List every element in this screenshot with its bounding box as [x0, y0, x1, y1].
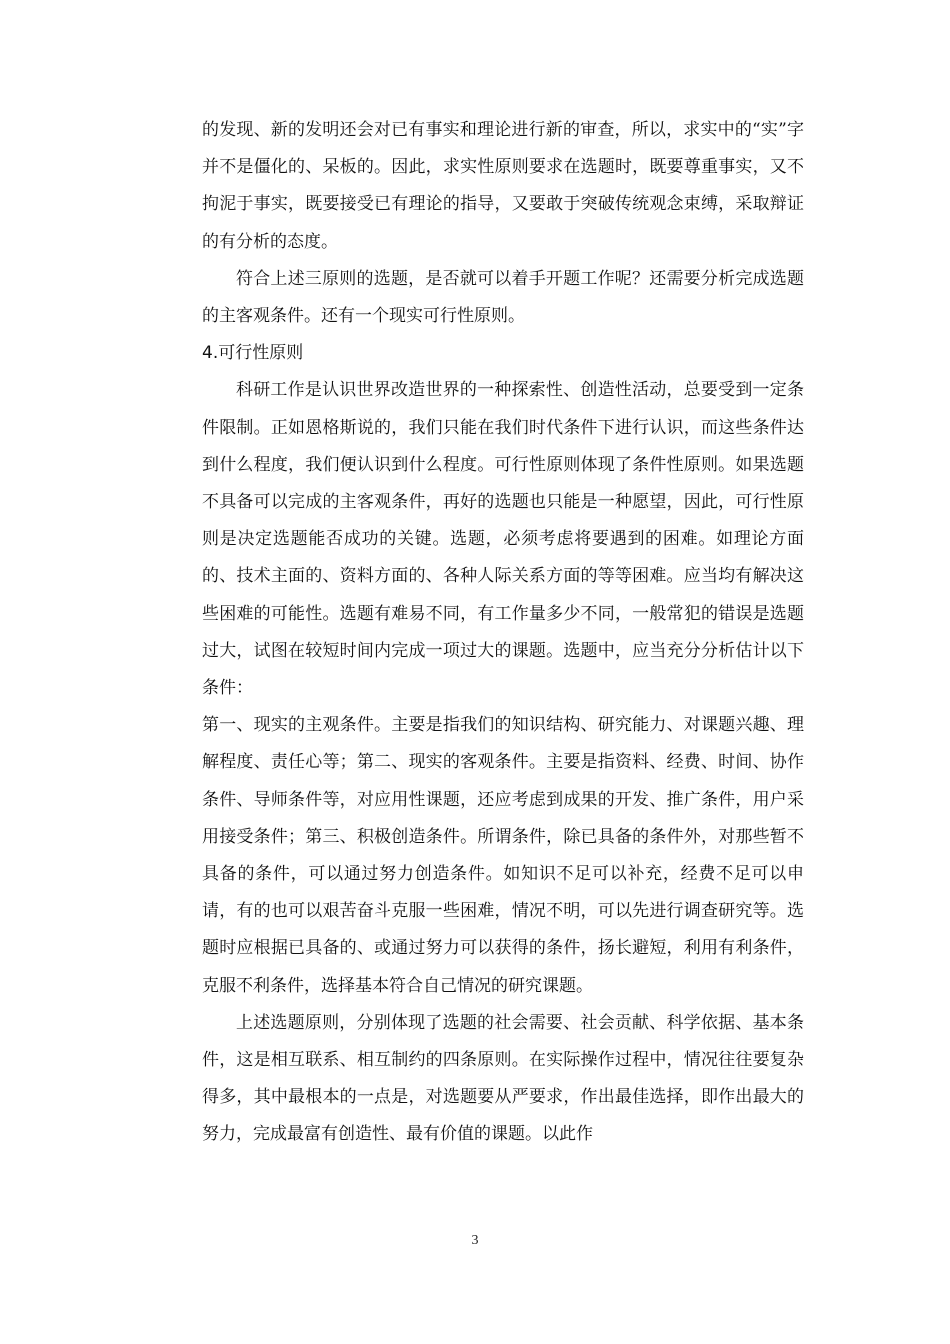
paragraph-summary: 上述选题原则，分别体现了选题的社会需要、社会贡献、科学依据、基本条件，这是相互联系、相互制约的四条原则。在实际操作过程中，情况往往要复杂得多，其中最根本的一点是，对选题要从严要求，作出最佳选择，即作出最大的努力，完成最富有创造性、最有价值的课题。以此作: [202, 1012, 804, 1145]
paragraph-continuation: 的发现、新的发明还会对已有事实和理论进行新的审查，所以，求实中的“实”字并不是僵化的、呆板的。因此，求实性原则要求在选题时，既要尊重事实，又不拘泥于事实，既要接受已有理论的指导，又要敢于突破传统观念束缚，采取辩证的有分析的态度。: [202, 120, 804, 252]
paragraph-three-principles: 符合上述三原则的选题，是否就可以着手开题工作呢？还需要分析完成选题的主客观条件。还有一个现实可行性原则。: [202, 268, 804, 327]
section-heading-feasibility: 4.可行性原则: [202, 343, 304, 364]
page-number: 3: [471, 1233, 479, 1248]
paragraph-feasibility: 科研工作是认识世界改造世界的一种探索性、创造性活动，总要受到一定条件限制。正如恩格斯说的，我们只能在我们时代条件下进行认识，而这些条件达到什么程度，我们便认识到什么程度。可行性原则体现了条件性原则。如果选题不具备可以完成的主客观条件，再好的选题也只能是一种愿望，因此，可行性原则是决定选题能否成功的关键。选题，必须考虑将要遇到的困难。如理论方面的、技术主面的、资料方面的、各种人际关系方面的等等困难。应当均有解决这些困难的可能性。选题有难易不同，有工作量多少不同，一般常犯的错误是选题过大，试图在较短时间内完成一项过大的课题。选题中，应当充分分析估计以下条件：: [202, 380, 804, 699]
body-text: [202, 112, 804, 1154]
paragraph-conditions: 第一、现实的主观条件。主要是指我们的知识结构、研究能力、对课题兴趣、理解程度、责任心等；第二、现实的客观条件。主要是指资料、经费、时间、协作条件、导师条件等，对应用性课题，还应考虑到成果的开发、推广条件，用户采用接受条件；第三、积极创造条件。所谓条件，除已具备的条件外，对那些暂不具备的条件，可以通过努力创造条件。如知识不足可以补充，经费不足可以申请，有的也可以艰苦奋斗克服一些困难，情况不明，可以先进行调查研究等。选题时应根据已具备的、或通过努力可以获得的条件，扬长避短，利用有利条件，克服不利条件，选择基本符合自己情况的研究课题。: [202, 715, 804, 996]
